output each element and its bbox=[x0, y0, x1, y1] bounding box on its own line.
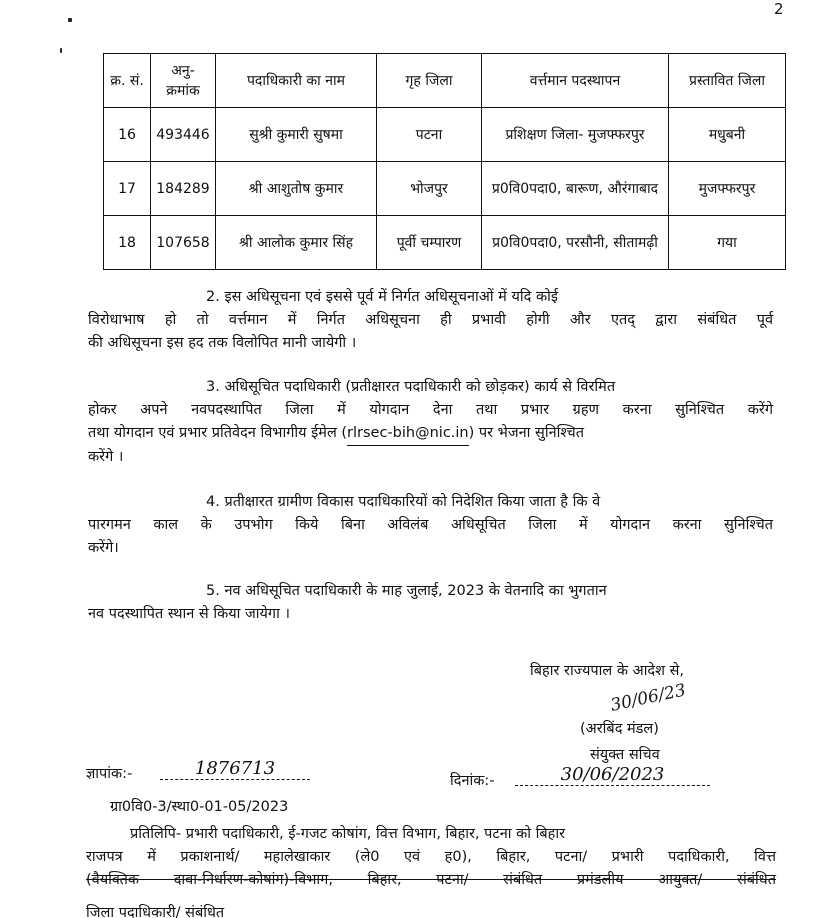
date-label: दिनांक:- bbox=[450, 773, 495, 789]
paragraph-line: करेंगे । bbox=[88, 449, 124, 465]
cell-roll: 493446 bbox=[151, 108, 216, 162]
signatory-designation: संयुक्त सचिव bbox=[590, 747, 660, 763]
cell-home-district: भोजपुर bbox=[377, 162, 482, 216]
signatory-name: (अरबिंद मंडल) bbox=[580, 721, 659, 737]
scan-speck bbox=[68, 18, 72, 22]
paragraph-line: 5. नव अधिसूचित पदाधिकारी के माह जुलाई, 2023 के वेतनादि का भुगतान bbox=[206, 583, 607, 599]
cell-proposed-district: गया bbox=[669, 216, 786, 270]
header-proposed-district: प्रस्तावित जिला bbox=[669, 54, 786, 108]
file-number: ग्रा0वि0-3/स्था0-01-05/2023 bbox=[110, 799, 289, 815]
paragraph-line: 3. अधिसूचित पदाधिकारी (प्रतीक्षारत पदाधिकारी को छोड़कर) कार्य से विरमित bbox=[206, 379, 616, 395]
cell-name: श्री आशुतोष कुमार bbox=[216, 162, 377, 216]
date-value: 30/06/2023 bbox=[515, 764, 710, 786]
cell-home-district: पटना bbox=[377, 108, 482, 162]
page-number: 2 bbox=[774, 0, 784, 18]
cell-name: सुश्री कुमारी सुषमा bbox=[216, 108, 377, 162]
email-prefix-text: तथा योगदान एवं प्रभार प्रतिवेदन विभागीय ईमेल ( bbox=[88, 425, 348, 441]
paragraph-line: 4. प्रतीक्षारत ग्रामीण विकास पदाधिकारियों को निदेशित किया जाता है कि वे bbox=[206, 494, 601, 510]
paragraph-5 bbox=[88, 580, 773, 626]
copy-line: प्रतिलिपि- प्रभारी पदाधिकारी, ई-गजट कोषांग, वित्त विभाग, बिहार, पटना को बिहार bbox=[130, 826, 566, 842]
header-current-posting: वर्त्तमान पदस्थापन bbox=[482, 54, 669, 108]
paragraph-line: की अधिसूचना इस हद तक विलोपित मानी जायेगी । bbox=[88, 335, 357, 351]
copy-distribution bbox=[86, 823, 776, 892]
cell-serial: 18 bbox=[104, 216, 151, 270]
cell-roll: 107658 bbox=[151, 216, 216, 270]
cell-serial: 17 bbox=[104, 162, 151, 216]
cell-roll: 184289 bbox=[151, 162, 216, 216]
cell-serial: 16 bbox=[104, 108, 151, 162]
header-roll: अनु- क्रमांक bbox=[151, 54, 216, 108]
cell-proposed-district: मधुबनी bbox=[669, 108, 786, 162]
cell-current-posting: प्र0वि0पदा0, बारूण, औरंगाबाद bbox=[482, 162, 669, 216]
email-address: rlrsec-bih@nic.in bbox=[347, 422, 469, 446]
cell-proposed-district: मुजफ्फरपुर bbox=[669, 162, 786, 216]
memo-number: 1876713 bbox=[160, 758, 310, 780]
paragraph-line: होकर अपने नवपदस्थापित जिला में योगदान देना तथा प्रभार ग्रहण करना सुनिश्चित करेंगे bbox=[88, 402, 773, 418]
table-row bbox=[104, 162, 786, 216]
paragraph-2 bbox=[88, 286, 773, 355]
email-suffix-text: ) पर भेजना सुनिश्चित bbox=[468, 425, 585, 441]
table-row bbox=[104, 216, 786, 270]
copy-line: (वैयक्तिक दावा-निर्धारण-कोषांग)-विभाग, बिहार, पटना/ संबंधित प्रमंडलीय आयुक्त/ संबंधित bbox=[86, 872, 776, 888]
header-name: पदाधिकारी का नाम bbox=[216, 54, 377, 108]
paragraph-line-email bbox=[88, 422, 773, 446]
signature-scrawl: 30/06/23 bbox=[608, 680, 688, 716]
posting-table bbox=[103, 53, 786, 270]
cell-current-posting: प्र0वि0पदा0, परसौनी, सीतामढ़ी bbox=[482, 216, 669, 270]
paragraph-line: नव पदस्थापित स्थान से किया जायेगा । bbox=[88, 606, 290, 622]
header-home-district: गृह जिला bbox=[377, 54, 482, 108]
scan-speck bbox=[60, 48, 62, 53]
paragraph-4 bbox=[88, 491, 773, 560]
order-line: बिहार राज्यपाल के आदेश से, bbox=[530, 663, 684, 679]
memo-label: ज्ञापांक:- bbox=[86, 766, 133, 782]
cell-home-district: पूर्वी चम्पारण bbox=[377, 216, 482, 270]
cell-current-posting: प्रशिक्षण जिला- मुजफ्फरपुर bbox=[482, 108, 669, 162]
cut-off-line bbox=[0, 900, 828, 918]
header-serial: क्र. सं. bbox=[104, 54, 151, 108]
paragraph-line: करेंगे। bbox=[88, 540, 119, 556]
table-row bbox=[104, 108, 786, 162]
paragraph-3 bbox=[88, 376, 773, 469]
copy-line: राजपत्र में प्रकाशनार्थ/ महालेखाकार (ले0 एवं ह0), बिहार, पटना/ प्रभारी पदाधिकारी, वित्त bbox=[86, 849, 776, 865]
cell-name: श्री आलोक कुमार सिंह bbox=[216, 216, 377, 270]
table-header-row bbox=[104, 54, 786, 108]
copy-line: जिला पदाधिकारी/ संबंधित bbox=[86, 905, 225, 918]
paragraph-line: विरोधाभाष हो तो वर्त्तमान में निर्गत अधिसूचना ही प्रभावी होगी और एतद् द्वारा संबंधित पूर्व bbox=[88, 312, 773, 328]
paragraph-line: पारगमन काल के उपभोग किये बिना अविलंब अधिसूचित जिला में योगदान करना सुनिश्चित bbox=[88, 517, 773, 533]
paragraph-line: 2. इस अधिसूचना एवं इससे पूर्व में निर्गत अधिसूचनाओं में यदि कोई bbox=[206, 289, 558, 305]
